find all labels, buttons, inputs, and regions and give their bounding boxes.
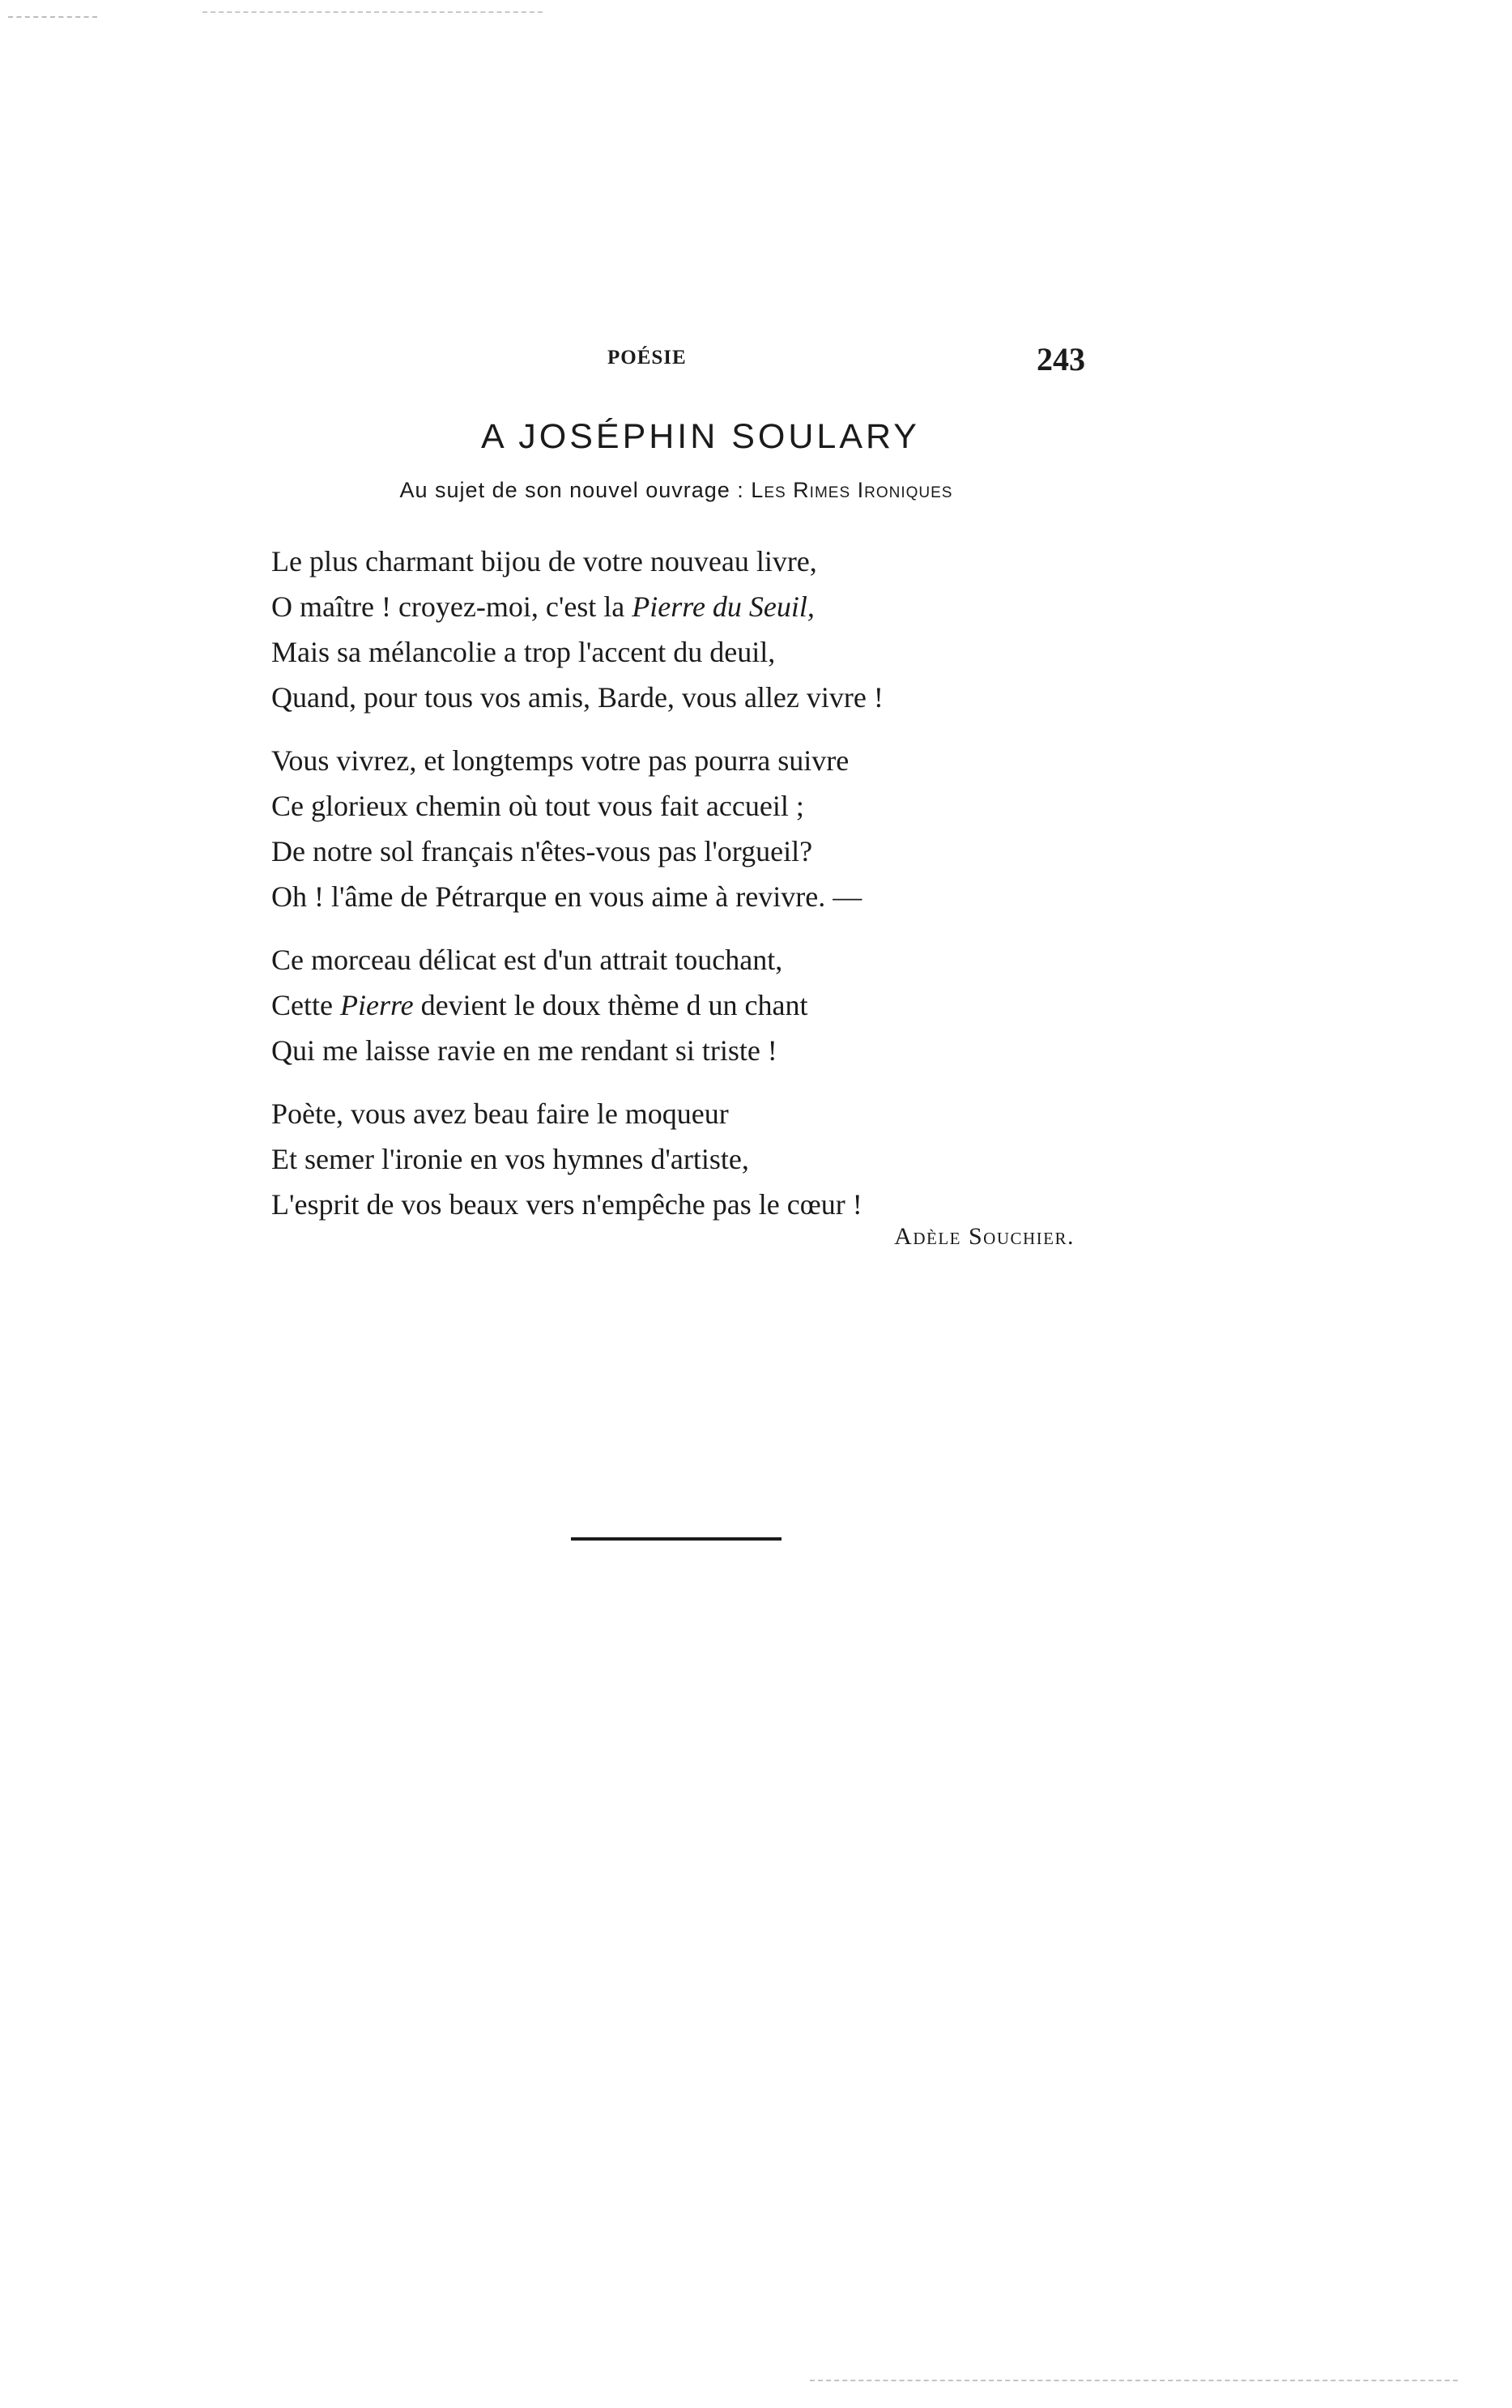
subtitle-prefix: Au sujet de son nouvel ouvrage : (399, 478, 752, 502)
stanza (271, 738, 1081, 919)
scan-artifact (202, 11, 543, 13)
italic-text: Pierre du Seuil, (632, 590, 815, 623)
poem-line (271, 1028, 1081, 1073)
line-text: Ce morceau délicat est d'un attrait touchant, (271, 944, 783, 976)
line-text: L'esprit de vos beaux vers n'empêche pas le cœur ! (271, 1188, 862, 1221)
end-rule (571, 1537, 782, 1541)
scan-artifact (8, 16, 97, 18)
running-head (267, 340, 1085, 389)
poem-line (271, 675, 1081, 720)
poem-line (271, 783, 1081, 829)
poem-line (271, 629, 1081, 675)
poem-line (271, 982, 1081, 1028)
line-text: Mais sa mélancolie a trop l'accent du deuil, (271, 636, 776, 668)
line-text: De notre sol français n'êtes-vous pas l'orgueil? (271, 835, 813, 867)
page-number: 243 (1037, 341, 1085, 377)
subtitle-work-title: Les Rimes Ironiques (751, 478, 953, 502)
line-text: devient le doux thème d un chant (413, 989, 808, 1021)
line-text: Ce glorieux chemin où tout vous fait accueil ; (271, 790, 804, 822)
poem-line (271, 738, 1081, 783)
author-signature: Adèle Souchier. (894, 1223, 1075, 1250)
poem-line (271, 829, 1081, 874)
poem-subtitle (267, 478, 1085, 503)
poem-line (271, 539, 1081, 584)
line-text: Et semer l'ironie en vos hymnes d'artiste, (271, 1143, 749, 1175)
poem-title: A JOSÉPHIN SOULARY (481, 417, 920, 456)
stanza (271, 937, 1081, 1073)
line-text: Cette (271, 989, 340, 1021)
line-text: O maître ! croyez-moi, c'est la (271, 590, 632, 623)
stanza (271, 539, 1081, 720)
italic-text: Pierre (339, 989, 414, 1021)
stanza (271, 1091, 1081, 1227)
poem-line (271, 937, 1081, 982)
poem-line (271, 1136, 1081, 1182)
line-text: Quand, pour tous vos amis, Barde, vous allez vivre ! (271, 681, 884, 714)
poem-line (271, 874, 1081, 919)
line-text: Qui me laisse ravie en me rendant si triste ! (271, 1034, 777, 1067)
section-name: POÉSIE (607, 347, 687, 369)
poem-line (271, 1091, 1081, 1136)
poem-line (271, 584, 1081, 629)
line-text: Le plus charmant bijou de votre nouveau livre, (271, 545, 817, 577)
scan-artifact (810, 2380, 1458, 2381)
poem-body (271, 539, 1081, 1245)
line-text: Oh ! l'âme de Pétrarque en vous aime à revivre. — (271, 880, 862, 913)
poem-line (271, 1182, 1081, 1227)
line-text: Vous vivrez, et longtemps votre pas pourra suivre (271, 744, 850, 777)
line-text: Poète, vous avez beau faire le moqueur (271, 1097, 729, 1130)
